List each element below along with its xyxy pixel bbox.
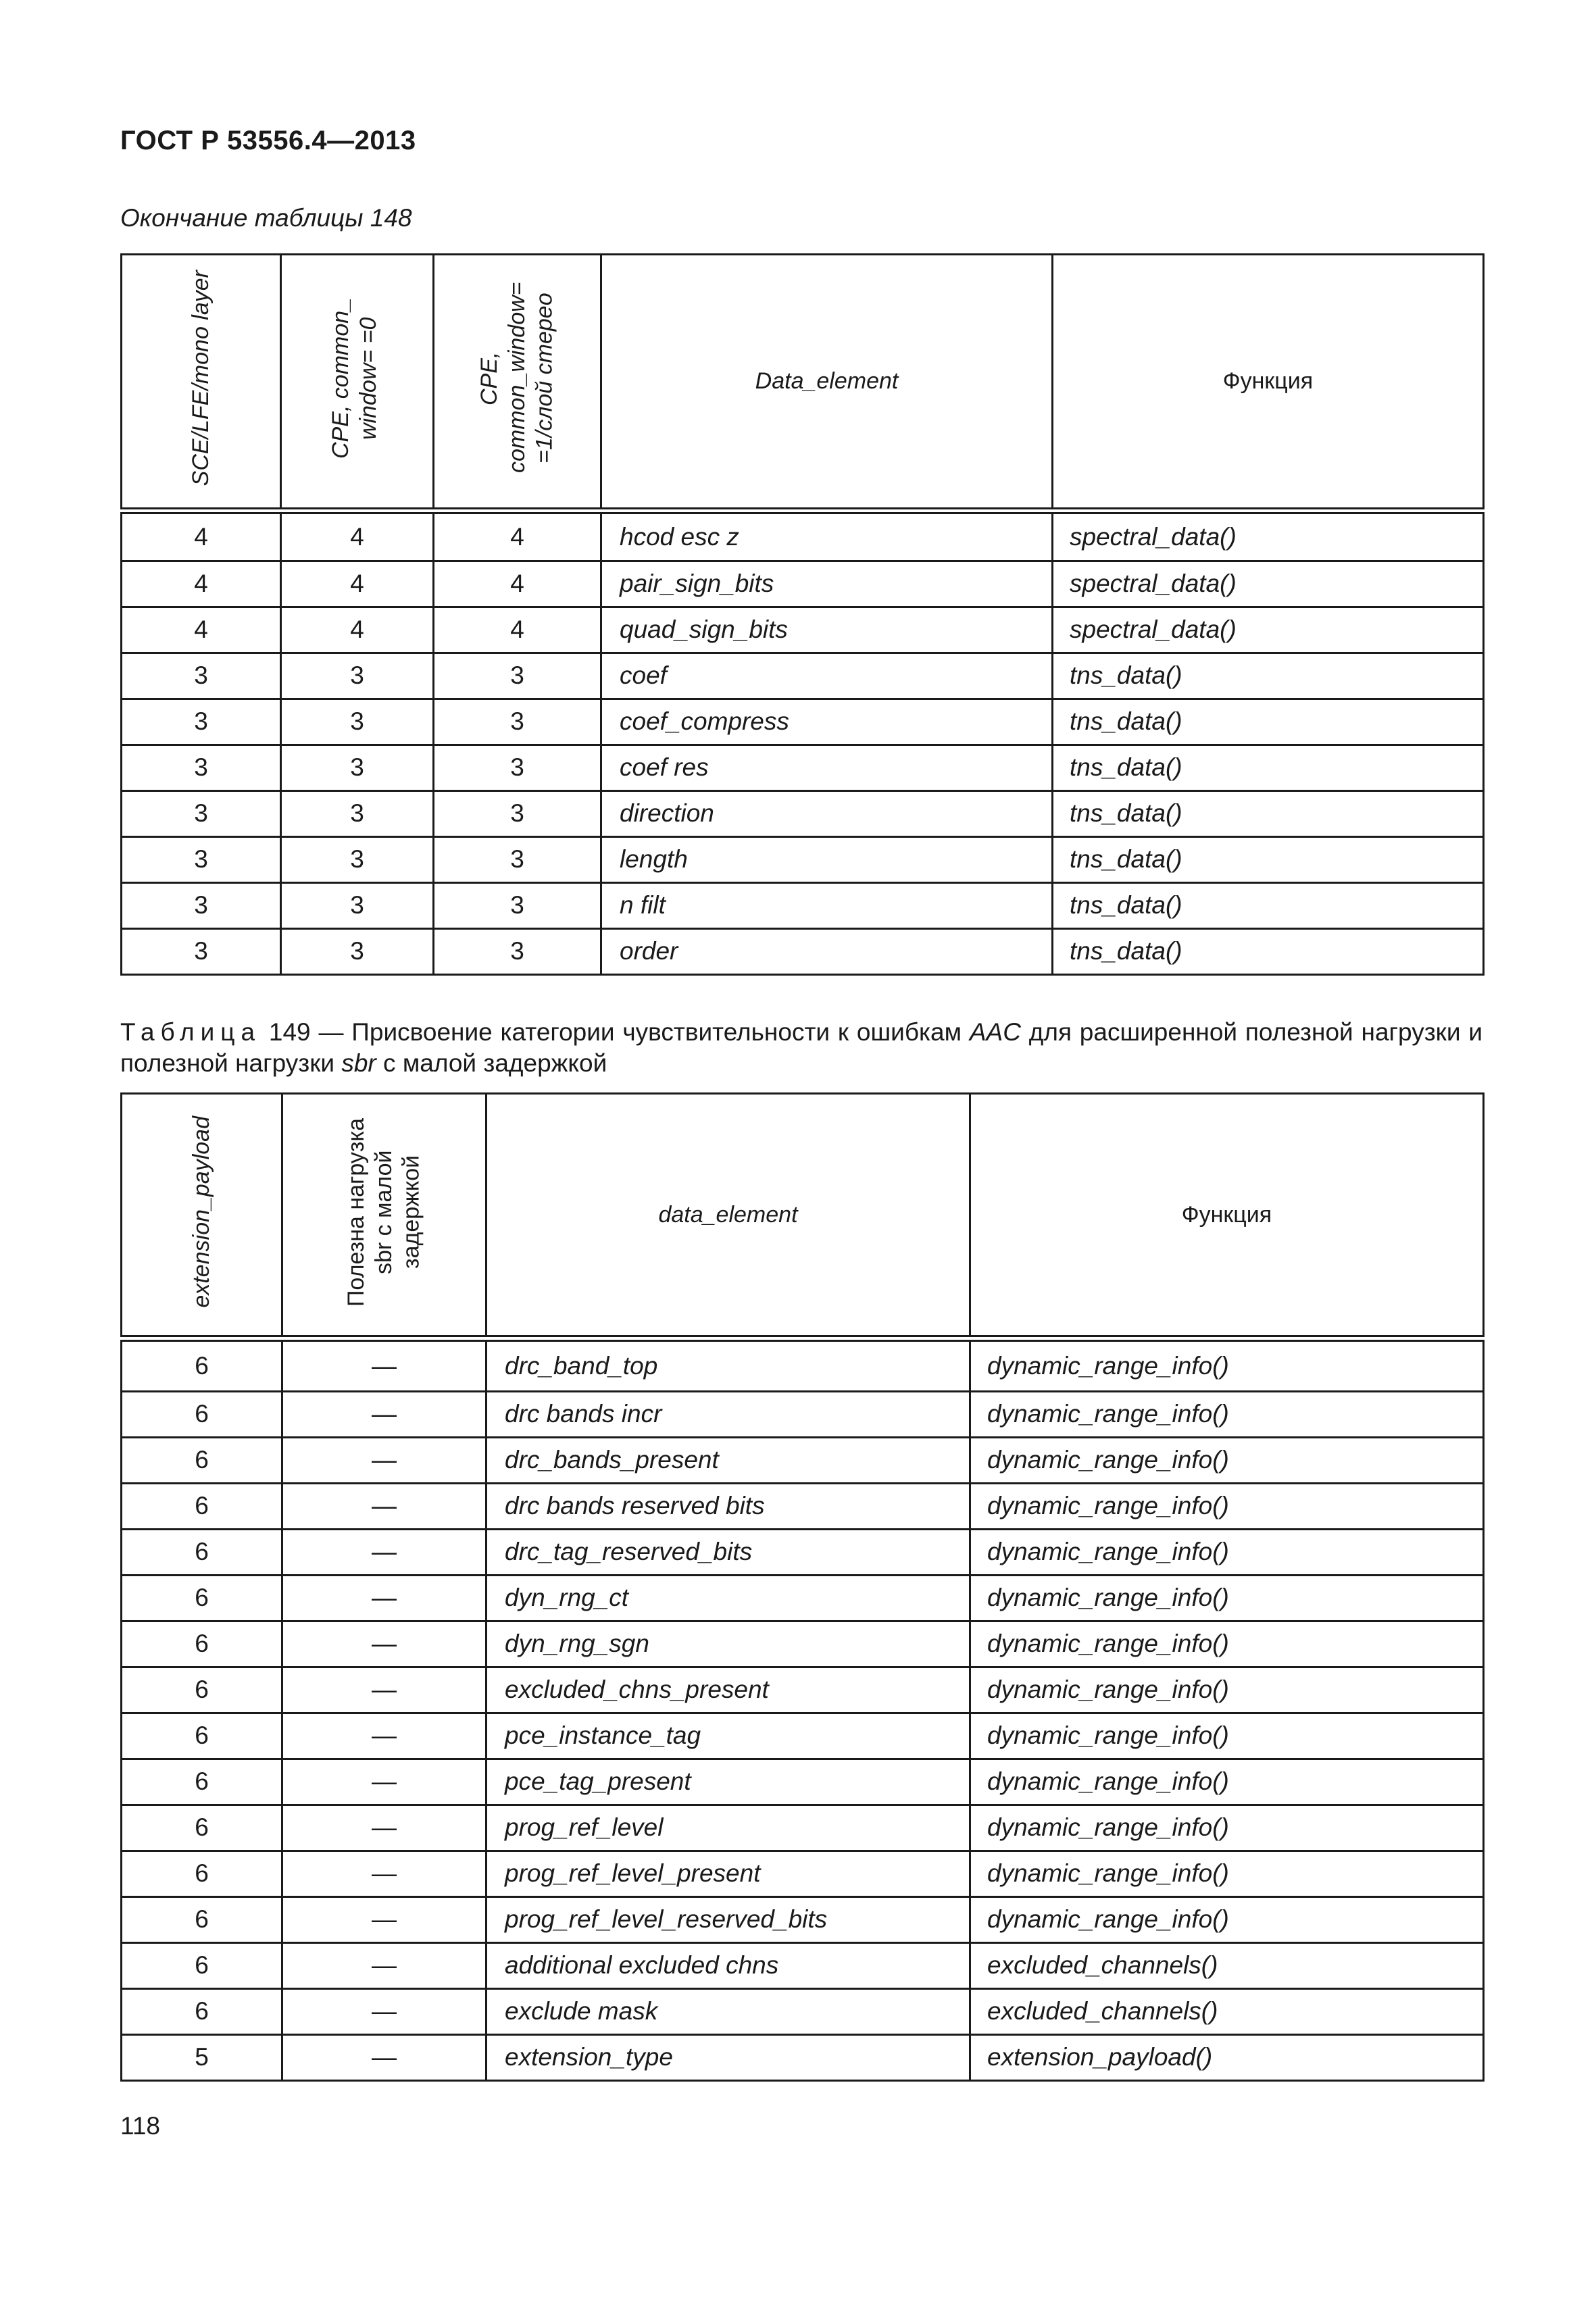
table-148 xyxy=(120,253,1485,976)
cell-extension-payload: 5 xyxy=(122,2034,282,2080)
cell-cpe-window-0: 4 xyxy=(281,511,434,561)
table-row xyxy=(122,699,1484,745)
cell-function: dynamic_range_info() xyxy=(970,1483,1484,1529)
table-row xyxy=(122,882,1484,928)
cell-sbr-payload: — xyxy=(282,1896,487,1942)
cell-cpe-window-1: 3 xyxy=(434,790,601,836)
cell-sbr-payload: — xyxy=(282,2034,487,2080)
cell-sce-lfe-mono: 3 xyxy=(122,928,281,974)
cell-cpe-window-1: 3 xyxy=(434,836,601,882)
table-row xyxy=(122,1575,1484,1621)
table-row xyxy=(122,1805,1484,1851)
table-row xyxy=(122,2034,1484,2080)
cell-cpe-window-0: 4 xyxy=(281,607,434,653)
cell-cpe-window-1: 3 xyxy=(434,882,601,928)
cell-function: dynamic_range_info() xyxy=(970,1896,1484,1942)
cell-cpe-window-1: 3 xyxy=(434,653,601,699)
table-row xyxy=(122,1437,1484,1483)
caption-label: Таблица xyxy=(120,1018,261,1046)
cell-data-element: drc bands incr xyxy=(487,1391,970,1437)
table-row xyxy=(122,607,1484,653)
table-148-continuation-label: Окончание таблицы 148 xyxy=(120,204,412,232)
cell-extension-payload: 6 xyxy=(122,1391,282,1437)
cell-extension-payload: 6 xyxy=(122,1713,282,1759)
table-row xyxy=(122,836,1484,882)
cell-sce-lfe-mono: 4 xyxy=(122,561,281,607)
cell-function: dynamic_range_info() xyxy=(970,1851,1484,1896)
cell-sbr-payload: — xyxy=(282,1575,487,1621)
table-row xyxy=(122,1529,1484,1575)
table-row xyxy=(122,1391,1484,1437)
table-row xyxy=(122,1942,1484,1988)
column-header-extension-payload: extension_payload xyxy=(122,1094,282,1339)
cell-cpe-window-1: 4 xyxy=(434,511,601,561)
cell-function: dynamic_range_info() xyxy=(970,1338,1484,1391)
cell-function: tns_data() xyxy=(1053,836,1484,882)
cell-function: spectral_data() xyxy=(1053,561,1484,607)
cell-extension-payload: 6 xyxy=(122,1575,282,1621)
column-header-data-element: data_element xyxy=(487,1094,970,1339)
table-row xyxy=(122,1896,1484,1942)
cell-function: dynamic_range_info() xyxy=(970,1667,1484,1713)
cell-function: tns_data() xyxy=(1053,882,1484,928)
cell-sbr-payload: — xyxy=(282,1529,487,1575)
caption-text-3: с малой задержкой xyxy=(376,1049,607,1077)
cell-extension-payload: 6 xyxy=(122,1529,282,1575)
table-row xyxy=(122,511,1484,561)
cell-sbr-payload: — xyxy=(282,1713,487,1759)
cell-function: dynamic_range_info() xyxy=(970,1621,1484,1667)
cell-data-element: prog_ref_level xyxy=(487,1805,970,1851)
table-row xyxy=(122,790,1484,836)
cell-data-element: direction xyxy=(601,790,1053,836)
cell-data-element: pce_tag_present xyxy=(487,1759,970,1805)
table-row xyxy=(122,1483,1484,1529)
cell-function: dynamic_range_info() xyxy=(970,1437,1484,1483)
cell-data-element: coef res xyxy=(601,745,1053,790)
table-149 xyxy=(120,1092,1485,2082)
cell-data-element: dyn_rng_sgn xyxy=(487,1621,970,1667)
cell-cpe-window-0: 3 xyxy=(281,790,434,836)
caption-aac: AAC xyxy=(969,1018,1021,1046)
table-149-header-row xyxy=(122,1094,1484,1339)
cell-sce-lfe-mono: 3 xyxy=(122,745,281,790)
cell-sce-lfe-mono: 4 xyxy=(122,607,281,653)
cell-cpe-window-1: 4 xyxy=(434,607,601,653)
table-148-header-row xyxy=(122,255,1484,511)
cell-extension-payload: 6 xyxy=(122,1437,282,1483)
cell-sbr-payload: — xyxy=(282,1437,487,1483)
cell-cpe-window-1: 3 xyxy=(434,745,601,790)
cell-function: excluded_channels() xyxy=(970,1942,1484,1988)
page-number: 118 xyxy=(120,2112,160,2140)
cell-data-element: pair_sign_bits xyxy=(601,561,1053,607)
cell-function: dynamic_range_info() xyxy=(970,1805,1484,1851)
cell-extension-payload: 6 xyxy=(122,1759,282,1805)
cell-sbr-payload: — xyxy=(282,1805,487,1851)
table-row xyxy=(122,1713,1484,1759)
cell-function: tns_data() xyxy=(1053,699,1484,745)
document-id: ГОСТ Р 53556.4—2013 xyxy=(120,126,416,155)
cell-extension-payload: 6 xyxy=(122,1896,282,1942)
column-header-function: Функция xyxy=(1053,255,1484,511)
table-row xyxy=(122,561,1484,607)
cell-sce-lfe-mono: 3 xyxy=(122,790,281,836)
table-row xyxy=(122,653,1484,699)
cell-data-element: order xyxy=(601,928,1053,974)
column-header-data-element: Data_element xyxy=(601,255,1053,511)
cell-function: dynamic_range_info() xyxy=(970,1391,1484,1437)
cell-function: spectral_data() xyxy=(1053,511,1484,561)
cell-function: extension_payload() xyxy=(970,2034,1484,2080)
cell-function: excluded_channels() xyxy=(970,1988,1484,2034)
cell-sbr-payload: — xyxy=(282,1621,487,1667)
cell-sbr-payload: — xyxy=(282,1988,487,2034)
cell-data-element: prog_ref_level_present xyxy=(487,1851,970,1896)
table-row xyxy=(122,1988,1484,2034)
cell-data-element: pce_instance_tag xyxy=(487,1713,970,1759)
cell-cpe-window-0: 4 xyxy=(281,561,434,607)
caption-text-2: для расширенной полезной нагрузки и полезной нагрузки xyxy=(120,1018,1483,1077)
cell-data-element: prog_ref_level_reserved_bits xyxy=(487,1896,970,1942)
column-header-sbr-payload: Полезна нагрузка sbr с малой задержкой xyxy=(282,1094,487,1339)
column-header-sce-lfe-mono: SCE/LFE/mono layer xyxy=(122,255,281,511)
cell-cpe-window-1: 4 xyxy=(434,561,601,607)
cell-data-element: drc_band_top xyxy=(487,1338,970,1391)
table-149-caption xyxy=(120,1017,1482,1079)
cell-extension-payload: 6 xyxy=(122,1483,282,1529)
cell-function: tns_data() xyxy=(1053,790,1484,836)
cell-sbr-payload: — xyxy=(282,1667,487,1713)
cell-extension-payload: 6 xyxy=(122,1988,282,2034)
cell-function: dynamic_range_info() xyxy=(970,1529,1484,1575)
cell-sbr-payload: — xyxy=(282,1338,487,1391)
cell-function: dynamic_range_info() xyxy=(970,1713,1484,1759)
cell-sbr-payload: — xyxy=(282,1483,487,1529)
cell-data-element: length xyxy=(601,836,1053,882)
cell-function: tns_data() xyxy=(1053,653,1484,699)
cell-sbr-payload: — xyxy=(282,1851,487,1896)
cell-sce-lfe-mono: 3 xyxy=(122,836,281,882)
cell-cpe-window-0: 3 xyxy=(281,928,434,974)
column-header-cpe-window-0: CPE, common_ window= =0 xyxy=(281,255,434,511)
cell-data-element: excluded_chns_present xyxy=(487,1667,970,1713)
column-header-cpe-window-1: CPE, common_window= =1/слой стерео xyxy=(434,255,601,511)
caption-sbr: sbr xyxy=(341,1049,376,1077)
table-row xyxy=(122,745,1484,790)
cell-sce-lfe-mono: 3 xyxy=(122,699,281,745)
cell-cpe-window-0: 3 xyxy=(281,699,434,745)
caption-text-1: 149 — Присвоение категории чувствительности к ошибкам xyxy=(261,1018,970,1046)
table-row xyxy=(122,1338,1484,1391)
cell-function: tns_data() xyxy=(1053,745,1484,790)
cell-data-element: drc_bands_present xyxy=(487,1437,970,1483)
cell-sbr-payload: — xyxy=(282,1391,487,1437)
cell-data-element: hcod esc z xyxy=(601,511,1053,561)
cell-data-element: additional excluded chns xyxy=(487,1942,970,1988)
cell-cpe-window-1: 3 xyxy=(434,699,601,745)
cell-cpe-window-0: 3 xyxy=(281,653,434,699)
cell-extension-payload: 6 xyxy=(122,1621,282,1667)
cell-data-element: drc bands reserved bits xyxy=(487,1483,970,1529)
cell-data-element: n filt xyxy=(601,882,1053,928)
cell-extension-payload: 6 xyxy=(122,1338,282,1391)
cell-data-element: exclude mask xyxy=(487,1988,970,2034)
cell-data-element: extension_type xyxy=(487,2034,970,2080)
table-row xyxy=(122,1621,1484,1667)
cell-function: spectral_data() xyxy=(1053,607,1484,653)
cell-data-element: coef xyxy=(601,653,1053,699)
cell-extension-payload: 6 xyxy=(122,1667,282,1713)
table-row xyxy=(122,1667,1484,1713)
cell-extension-payload: 6 xyxy=(122,1805,282,1851)
cell-data-element: dyn_rng_ct xyxy=(487,1575,970,1621)
cell-sce-lfe-mono: 4 xyxy=(122,511,281,561)
cell-sbr-payload: — xyxy=(282,1942,487,1988)
cell-sce-lfe-mono: 3 xyxy=(122,653,281,699)
cell-function: dynamic_range_info() xyxy=(970,1759,1484,1805)
table-row xyxy=(122,928,1484,974)
cell-extension-payload: 6 xyxy=(122,1942,282,1988)
cell-extension-payload: 6 xyxy=(122,1851,282,1896)
cell-data-element: coef_compress xyxy=(601,699,1053,745)
cell-cpe-window-0: 3 xyxy=(281,882,434,928)
cell-cpe-window-0: 3 xyxy=(281,836,434,882)
column-header-function: Функция xyxy=(970,1094,1484,1339)
cell-sbr-payload: — xyxy=(282,1759,487,1805)
cell-cpe-window-0: 3 xyxy=(281,745,434,790)
cell-data-element: drc_tag_reserved_bits xyxy=(487,1529,970,1575)
cell-function: tns_data() xyxy=(1053,928,1484,974)
cell-function: dynamic_range_info() xyxy=(970,1575,1484,1621)
cell-sce-lfe-mono: 3 xyxy=(122,882,281,928)
cell-cpe-window-1: 3 xyxy=(434,928,601,974)
cell-data-element: quad_sign_bits xyxy=(601,607,1053,653)
table-row xyxy=(122,1759,1484,1805)
table-row xyxy=(122,1851,1484,1896)
